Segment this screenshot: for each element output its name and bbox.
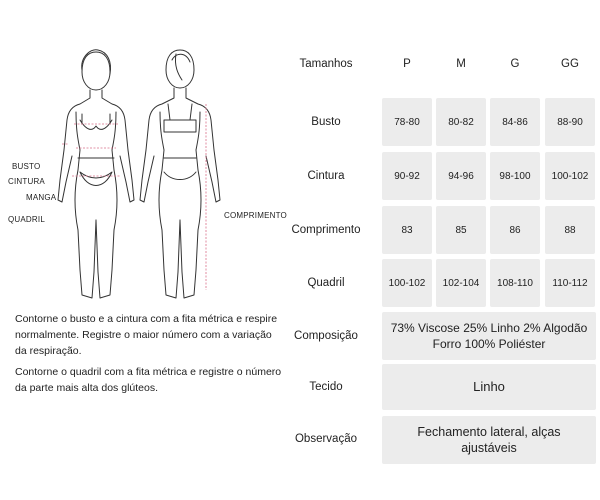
label-comprimento: COMPRIMENTO [224, 211, 287, 220]
observacao-line-1: Fechamento lateral, alças [417, 425, 561, 439]
row-label-cintura: Cintura [307, 170, 345, 182]
row-label-observacao: Observação [294, 433, 357, 445]
cell-cintura-g: 98-100 [490, 152, 540, 200]
header-tamanhos: Tamanhos [299, 58, 353, 70]
cell-cintura-p: 90-92 [382, 152, 432, 200]
instruction-hip: Contorne o quadril com a fita métrica e registre o número da parte mais alta dos glúteos. [15, 366, 282, 394]
cell-quadril-gg: 110-112 [545, 259, 595, 307]
row-label-tecido: Tecido [309, 381, 343, 393]
instruction-bust-waist: Contorne o busto e a cintura com a fita métrica e respire normalmente. Registre o maior número com a variação da respiração. [15, 313, 278, 357]
size-header-p: P [403, 58, 411, 70]
label-busto: BUSTO [12, 162, 41, 171]
cell-comprimento-gg: 88 [545, 206, 595, 254]
label-quadril: QUADRIL [8, 215, 45, 224]
cell-cintura-gg: 100-102 [545, 152, 595, 200]
observacao-line-2: ajustáveis [461, 441, 517, 455]
cell-busto-p: 78-80 [382, 98, 432, 146]
size-header-g: G [510, 58, 520, 70]
cell-quadril-m: 102-104 [436, 259, 486, 307]
cell-quadril-p: 100-102 [382, 259, 432, 307]
cell-comprimento-m: 85 [436, 206, 486, 254]
cell-comprimento-p: 83 [382, 206, 432, 254]
row-label-busto: Busto [311, 116, 341, 128]
cell-composicao [382, 312, 596, 360]
composicao-line-2: Forro 100% Poliéster [432, 337, 546, 351]
size-header-gg: GG [561, 58, 579, 70]
cell-cintura-m: 94-96 [436, 152, 486, 200]
label-manga: MANGA [26, 193, 57, 202]
cell-comprimento-g: 86 [490, 206, 540, 254]
row-label-comprimento: Comprimento [291, 224, 361, 236]
row-label-composicao: Composição [294, 330, 358, 342]
cell-quadril-g: 108-110 [490, 259, 540, 307]
cell-tecido: Linho [382, 364, 596, 410]
size-header-m: M [456, 58, 466, 70]
cell-observacao [382, 416, 596, 464]
cell-busto-g: 84-86 [490, 98, 540, 146]
body-measurement-illustration [0, 40, 300, 310]
cell-busto-m: 80-82 [436, 98, 486, 146]
cell-busto-gg: 88-90 [545, 98, 595, 146]
row-label-quadril: Quadril [307, 277, 345, 289]
body-figures-icon [0, 40, 300, 310]
composicao-line-1: 73% Viscose 25% Linho 2% Algodão [390, 321, 588, 335]
label-cintura: CINTURA [8, 177, 45, 186]
